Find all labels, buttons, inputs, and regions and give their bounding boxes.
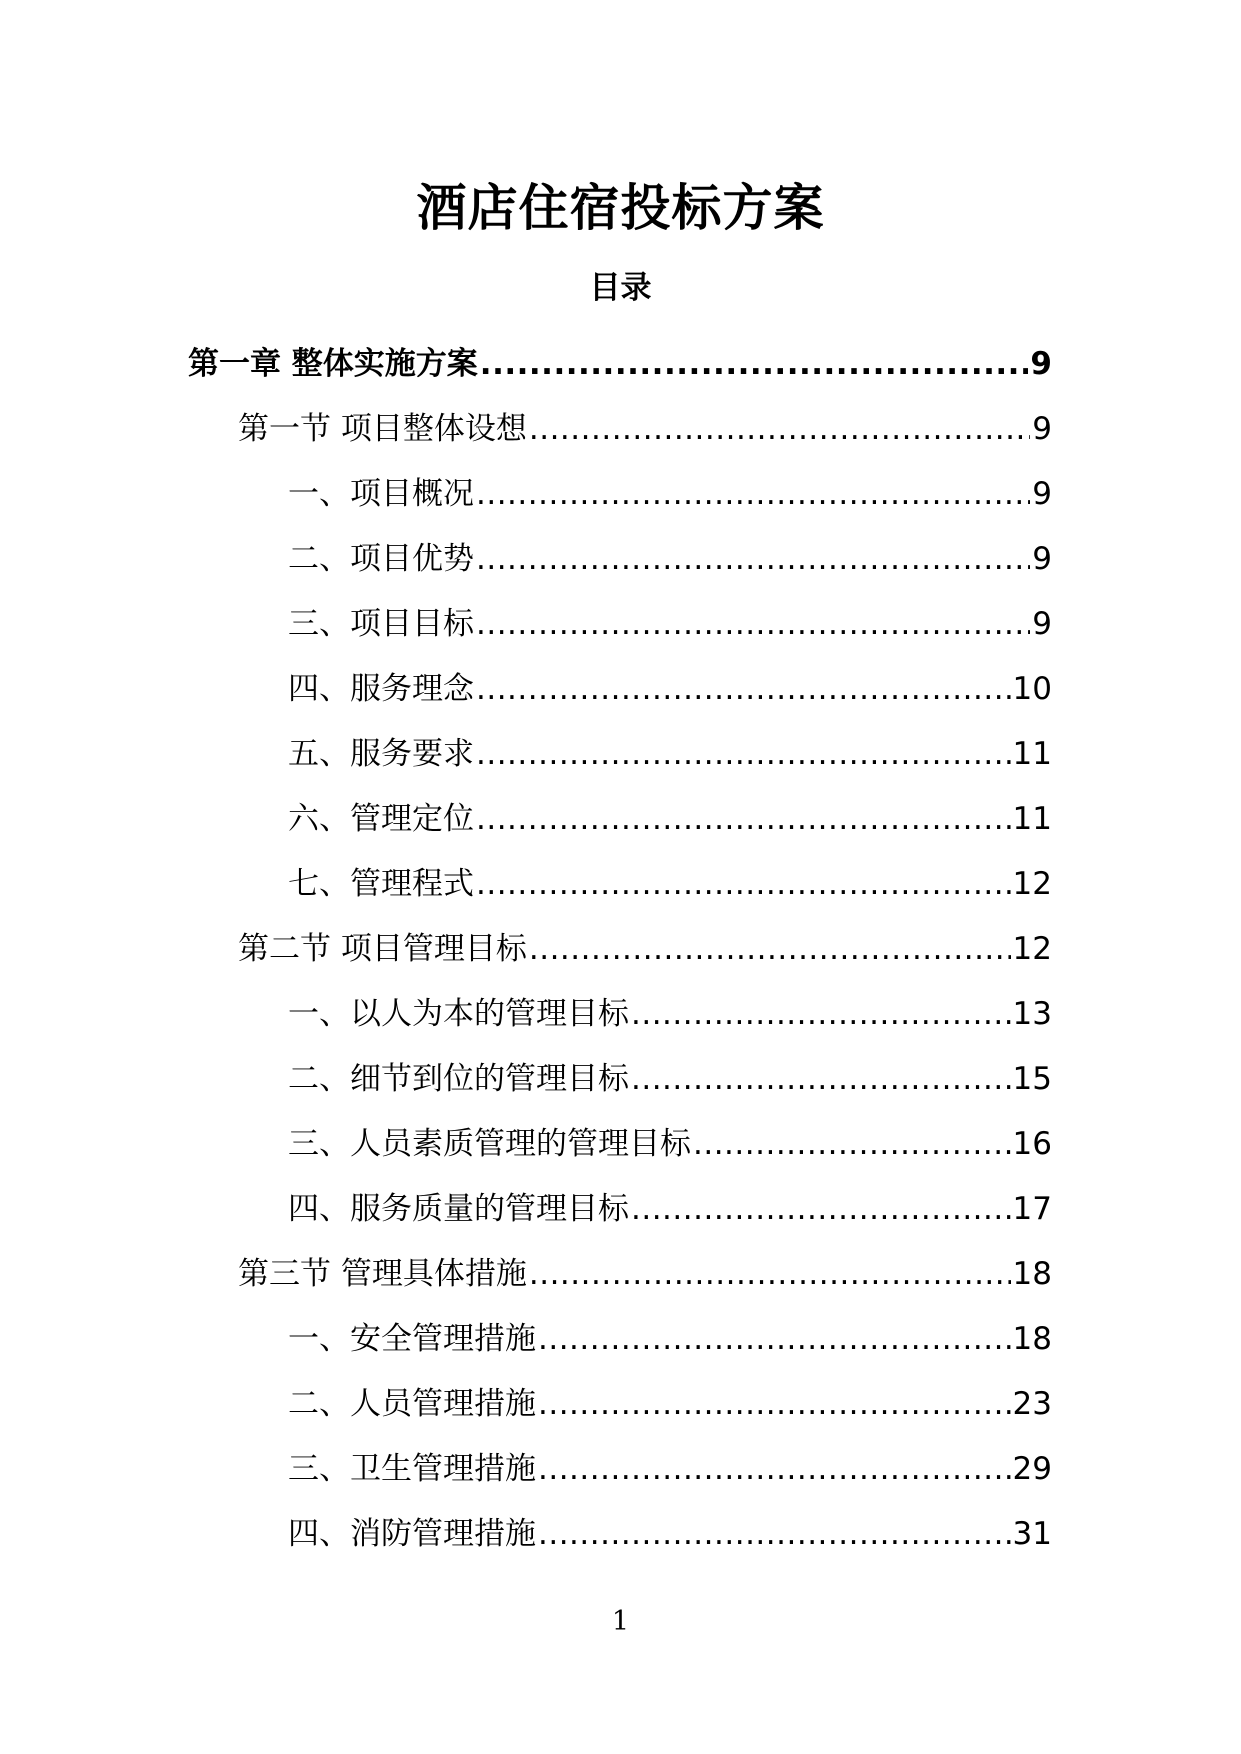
toc-dot-leader — [529, 929, 1011, 969]
toc-entry[interactable] — [0, 1176, 1241, 1241]
toc-dot-leader — [538, 1449, 1011, 1489]
table-of-contents — [0, 331, 1241, 1566]
toc-dot-leader — [631, 1059, 1011, 1099]
toc-entry[interactable] — [0, 331, 1241, 396]
toc-heading: 目录 — [589, 270, 652, 306]
toc-entry[interactable] — [0, 461, 1241, 526]
toc-dot-leader — [529, 1254, 1011, 1294]
toc-entry-label: 一、项目概况 — [288, 475, 474, 512]
toc-entry[interactable] — [0, 1111, 1241, 1176]
toc-entry-page: 9 — [1032, 410, 1052, 447]
toc-entry-page: 9 — [1032, 540, 1052, 577]
toc-dot-leader — [538, 1319, 1011, 1359]
toc-dot-leader — [476, 799, 1011, 839]
toc-entry-page: 11 — [1012, 800, 1052, 837]
toc-entry-label: 第三节 管理具体措施 — [238, 1255, 527, 1292]
toc-dot-leader — [476, 474, 1030, 514]
toc-entry[interactable] — [0, 916, 1241, 981]
toc-entry-label: 二、人员管理措施 — [288, 1385, 536, 1422]
toc-entry-page: 9 — [1032, 605, 1052, 642]
toc-entry-label: 四、消防管理措施 — [288, 1515, 536, 1552]
toc-entry-label: 四、服务理念 — [288, 670, 474, 707]
toc-entry-page: 18 — [1012, 1255, 1052, 1292]
toc-dot-leader — [538, 1514, 1011, 1554]
toc-entry[interactable] — [0, 1046, 1241, 1111]
toc-dot-leader — [631, 1189, 1011, 1229]
toc-entry[interactable] — [0, 656, 1241, 721]
toc-entry[interactable] — [0, 1371, 1241, 1436]
toc-entry-page: 12 — [1012, 930, 1052, 967]
toc-entry-label: 七、管理程式 — [288, 865, 474, 902]
toc-entry-label: 二、细节到位的管理目标 — [288, 1060, 629, 1097]
toc-entry-label: 六、管理定位 — [288, 800, 474, 837]
toc-entry-page: 10 — [1012, 670, 1052, 707]
toc-entry[interactable] — [0, 1436, 1241, 1501]
toc-entry-label: 三、人员素质管理的管理目标 — [288, 1125, 691, 1162]
toc-dot-leader — [476, 604, 1030, 644]
toc-entry-label: 第一章 整体实施方案 — [188, 345, 478, 382]
page-number: 1 — [611, 1606, 630, 1637]
toc-entry[interactable] — [0, 981, 1241, 1046]
toc-entry[interactable] — [0, 526, 1241, 591]
toc-entry-label: 二、项目优势 — [288, 540, 474, 577]
toc-dot-leader — [476, 864, 1011, 904]
toc-entry-label: 五、服务要求 — [288, 735, 474, 772]
toc-entry-page: 23 — [1012, 1385, 1052, 1422]
toc-dot-leader — [476, 539, 1030, 579]
toc-entry[interactable] — [0, 1241, 1241, 1306]
toc-dot-leader — [693, 1124, 1011, 1164]
toc-entry-page: 9 — [1032, 475, 1052, 512]
toc-dot-leader — [631, 994, 1011, 1034]
toc-entry-label: 三、卫生管理措施 — [288, 1450, 536, 1487]
toc-entry-label: 一、以人为本的管理目标 — [288, 995, 629, 1032]
toc-dot-leader — [529, 409, 1030, 449]
toc-dot-leader — [476, 734, 1011, 774]
toc-entry[interactable] — [0, 396, 1241, 461]
toc-entry-label: 第一节 项目整体设想 — [238, 410, 527, 447]
toc-entry-page: 18 — [1012, 1320, 1052, 1357]
toc-entry[interactable] — [0, 786, 1241, 851]
toc-entry-page: 29 — [1012, 1450, 1052, 1487]
toc-entry-page: 31 — [1012, 1515, 1052, 1552]
toc-entry-page: 12 — [1012, 865, 1052, 902]
toc-entry-page: 17 — [1012, 1190, 1052, 1227]
toc-entry-page: 16 — [1012, 1125, 1052, 1162]
toc-entry-label: 三、项目目标 — [288, 605, 474, 642]
toc-entry-label: 一、安全管理措施 — [288, 1320, 536, 1357]
toc-entry[interactable] — [0, 721, 1241, 786]
toc-entry-page: 15 — [1012, 1060, 1052, 1097]
toc-entry-label: 四、服务质量的管理目标 — [288, 1190, 629, 1227]
toc-entry[interactable] — [0, 1501, 1241, 1566]
toc-entry[interactable] — [0, 1306, 1241, 1371]
toc-entry[interactable] — [0, 851, 1241, 916]
toc-entry-page: 13 — [1012, 995, 1052, 1032]
toc-entry-page: 9 — [1030, 345, 1052, 382]
toc-entry-label: 第二节 项目管理目标 — [238, 930, 527, 967]
toc-dot-leader — [538, 1384, 1011, 1424]
toc-dot-leader — [480, 344, 1029, 384]
toc-entry-page: 11 — [1012, 735, 1052, 772]
toc-dot-leader — [476, 669, 1011, 709]
toc-entry[interactable] — [0, 591, 1241, 656]
document-title: 酒店住宿投标方案 — [416, 179, 825, 237]
